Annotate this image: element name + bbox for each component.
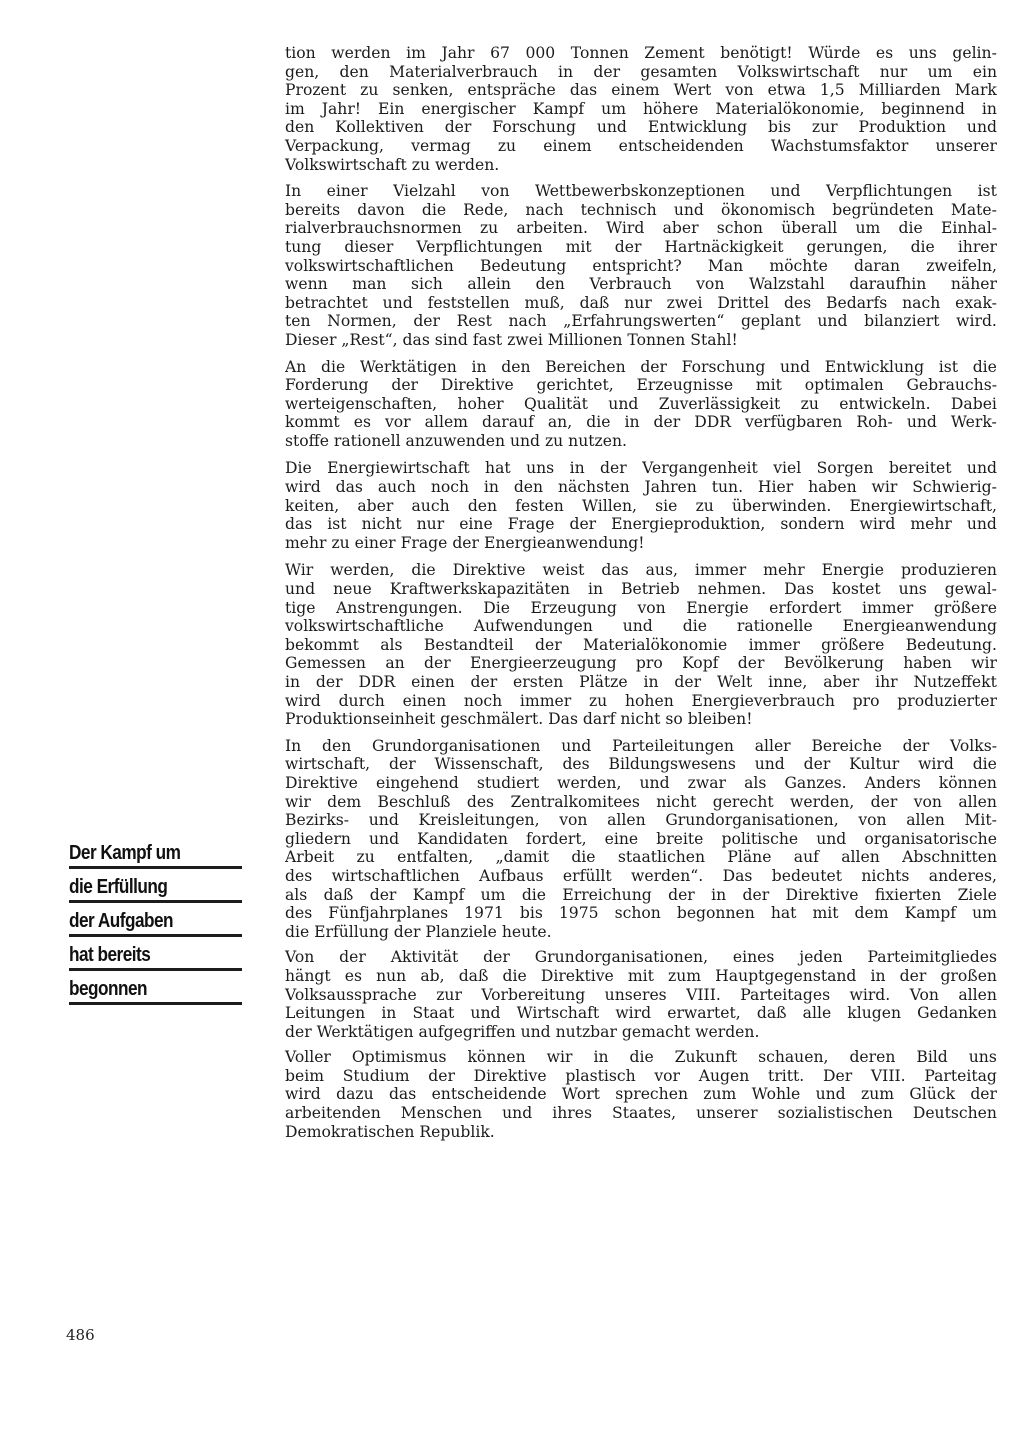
heading-rule xyxy=(69,934,242,937)
margin-heading xyxy=(69,840,244,1010)
margin-heading-line: Der Kampf um xyxy=(69,842,181,864)
text-line: Dieser „Rest“, das sind fast zwei Millionen Tonnen Stahl! xyxy=(285,330,738,349)
text-line: betrachtet und feststellen muß, daß nur zwei Drittel des Bedarfs nach exak- xyxy=(285,293,997,312)
paragraph xyxy=(285,1048,997,1141)
text-line: des wirtschaftlichen Aufbaus erfüllt werden“. Das bedeutet nichts anderes, xyxy=(285,866,997,885)
text-line: volkswirtschaftliche Aufwendungen und die rationelle Energieanwendung xyxy=(285,617,997,636)
text-line: kommt es vor allem darauf an, die in der DDR verfügbaren Roh- und Werk- xyxy=(285,413,997,432)
text-line: des Fünfjahrplanes 1971 bis 1975 schon begonnen hat mit dem Kampf um xyxy=(285,904,997,923)
text-line: das ist nicht nur eine Frage der Energieproduktion, sondern wird mehr und xyxy=(285,515,997,534)
text-line: gen, den Materialverbrauch in der gesamten Volkswirtschaft nur um ein xyxy=(285,62,997,81)
heading-rule xyxy=(69,968,242,971)
text-line: Arbeit zu entfalten, „damit die staatlichen Pläne auf allen Abschnitten xyxy=(285,848,997,867)
text-line: rialverbrauchsnormen zu arbeiten. Wird aber schon überall um die Einhal- xyxy=(285,219,997,238)
text-line: Bezirks- und Kreisleitungen, von allen Grundorganisationen, von allen Mit- xyxy=(285,811,997,830)
text-line: Volksaussprache zur Vorbereitung unseres VIII. Parteitages wird. Von allen xyxy=(285,985,997,1004)
text-line: stoffe rationell anzuwenden und zu nutzen. xyxy=(285,431,627,450)
text-line: Prozent zu senken, entspräche das einem Wert von etwa 1,5 Milliarden Mark xyxy=(285,81,997,100)
text-line: Forderung der Direktive gerichtet, Erzeugnisse mit optimalen Gebrauchs- xyxy=(285,376,997,395)
text-line: die Erfüllung der Planziele heute. xyxy=(285,922,552,941)
text-line: wir dem Beschluß des Zentralkomitees nicht gerecht werden, der von allen xyxy=(285,792,997,811)
text-line: wird dazu das entscheidende Wort sprechen zum Wohle und zum Glück der xyxy=(285,1085,997,1104)
paragraph xyxy=(285,737,997,942)
text-line: wird das auch noch in den nächsten Jahren tun. Hier haben wir Schwierig- xyxy=(285,478,997,497)
text-line: im Jahr! Ein energischer Kampf um höhere Materialökonomie, beginnend in xyxy=(285,99,997,118)
text-line: Voller Optimismus können wir in die Zukunft schauen, deren Bild uns xyxy=(285,1048,997,1067)
text-line: keiten, aber auch den festen Willen, sie zu überwinden. Energiewirtschaft, xyxy=(285,496,997,515)
paragraph xyxy=(285,358,997,451)
text-line: beim Studium der Direktive plastisch vor Augen tritt. Der VIII. Parteitag xyxy=(285,1066,997,1085)
text-line: tige Anstrengungen. Die Erzeugung von Energie erfordert immer größere xyxy=(285,598,997,617)
paragraph xyxy=(285,561,997,728)
text-line: Leitungen in Staat und Wirtschaft wird erwartet, daß alle klugen Gedanken xyxy=(285,1004,997,1023)
text-line: als daß der Kampf um die Erreichung der in der Direktive fixierten Ziele xyxy=(285,885,997,904)
text-line: Verpackung, vermag zu einem entscheidenden Wachstumsfaktor unserer xyxy=(285,136,997,155)
text-line: tion werden im Jahr 67 000 Tonnen Zement benötigt! Würde es uns gelin- xyxy=(285,44,997,62)
text-line: bekommt als Bestandteil der Materialökonomie immer größere Bedeutung. xyxy=(285,635,997,654)
margin-heading-line: hat bereits xyxy=(69,944,151,966)
text-line: bereits davon die Rede, nach technisch und ökonomisch begründeten Mate- xyxy=(285,200,997,219)
text-line: wirtschaft, der Wissenschaft, des Bildungswesens und der Kultur wird die xyxy=(285,755,997,774)
text-line: Gemessen an der Energieerzeugung pro Kopf der Bevölkerung haben wir xyxy=(285,654,997,673)
text-line: hängt es nun ab, daß die Direktive mit zum Hauptgegenstand in der großen xyxy=(285,966,997,985)
text-line: wenn man sich allein den Verbrauch von Walzstahl daraufhin näher xyxy=(285,275,997,294)
paragraph xyxy=(285,44,997,174)
text-line: in der DDR einen der ersten Plätze in der Welt inne, aber ihr Nutzeffekt xyxy=(285,673,997,691)
text-line: tung dieser Verpflichtungen mit der Hartnäckigkeit gerungen, die ihrer xyxy=(285,237,997,256)
paragraph xyxy=(285,459,997,552)
text-line: Wir werden, die Direktive weist das aus, immer mehr Energie produzieren xyxy=(285,561,997,580)
paragraph xyxy=(285,948,997,1041)
text-line: gliedern und Kandidaten fordert, eine breite politische und organisatorische xyxy=(285,829,997,848)
text-line: wird durch einen noch immer zu hohen Energieverbrauch pro produzierter xyxy=(285,691,997,710)
text-line: und neue Kraftwerkskapazitäten in Betrieb nehmen. Das kostet uns gewal- xyxy=(285,580,997,599)
margin-heading-line: die Erfüllung xyxy=(69,876,168,898)
text-line: volkswirtschaftlichen Bedeutung entspricht? Man möchte daran zweifeln, xyxy=(285,256,997,275)
text-line: Von der Aktivität der Grundorganisationen, eines jeden Parteimitgliedes xyxy=(285,948,997,967)
main-text-column xyxy=(285,44,997,1141)
margin-heading-line: begonnen xyxy=(69,978,148,1000)
text-line: arbeitenden Menschen und ihres Staates, unserer sozialistischen Deutschen xyxy=(285,1104,997,1123)
text-line: In den Grundorganisationen und Parteileitungen aller Bereiche der Volks- xyxy=(285,736,997,755)
text-line: Direktive eingehend studiert werden, und zwar als Ganzes. Anders können xyxy=(285,773,997,792)
text-line: An die Werktätigen in den Bereichen der Forschung und Entwicklung ist die xyxy=(285,357,997,376)
heading-rule xyxy=(69,900,242,903)
text-line: werteigenschaften, hoher Qualität und Zuverlässigkeit zu entwickeln. Dabei xyxy=(285,394,997,413)
text-line: ten Normen, der Rest nach „Erfahrungswerten“ geplant und bilanziert wird. xyxy=(285,312,997,331)
text-line: Demokratischen Republik. xyxy=(285,1122,495,1141)
text-line: den Kollektiven der Forschung und Entwicklung bis zur Produktion und xyxy=(285,118,997,137)
text-line: Die Energiewirtschaft hat uns in der Vergangenheit viel Sorgen bereitet und xyxy=(285,459,997,478)
margin-heading-line: der Aufgaben xyxy=(69,910,174,932)
text-line: Produktionseinheit geschmälert. Das darf nicht so bleiben! xyxy=(285,710,753,729)
heading-rule xyxy=(69,1002,242,1005)
paragraph xyxy=(285,182,997,349)
text-line: der Werktätigen aufgegriffen und nutzbar gemacht werden. xyxy=(285,1022,760,1041)
text-line: In einer Vielzahl von Wettbewerbskonzeptionen und Verpflichtungen ist xyxy=(285,182,997,201)
heading-rule xyxy=(69,866,242,869)
text-line: Volkswirtschaft zu werden. xyxy=(285,155,500,174)
text-line: mehr zu einer Frage der Energieanwendung! xyxy=(285,533,645,552)
page-number: 486 xyxy=(66,1326,95,1344)
